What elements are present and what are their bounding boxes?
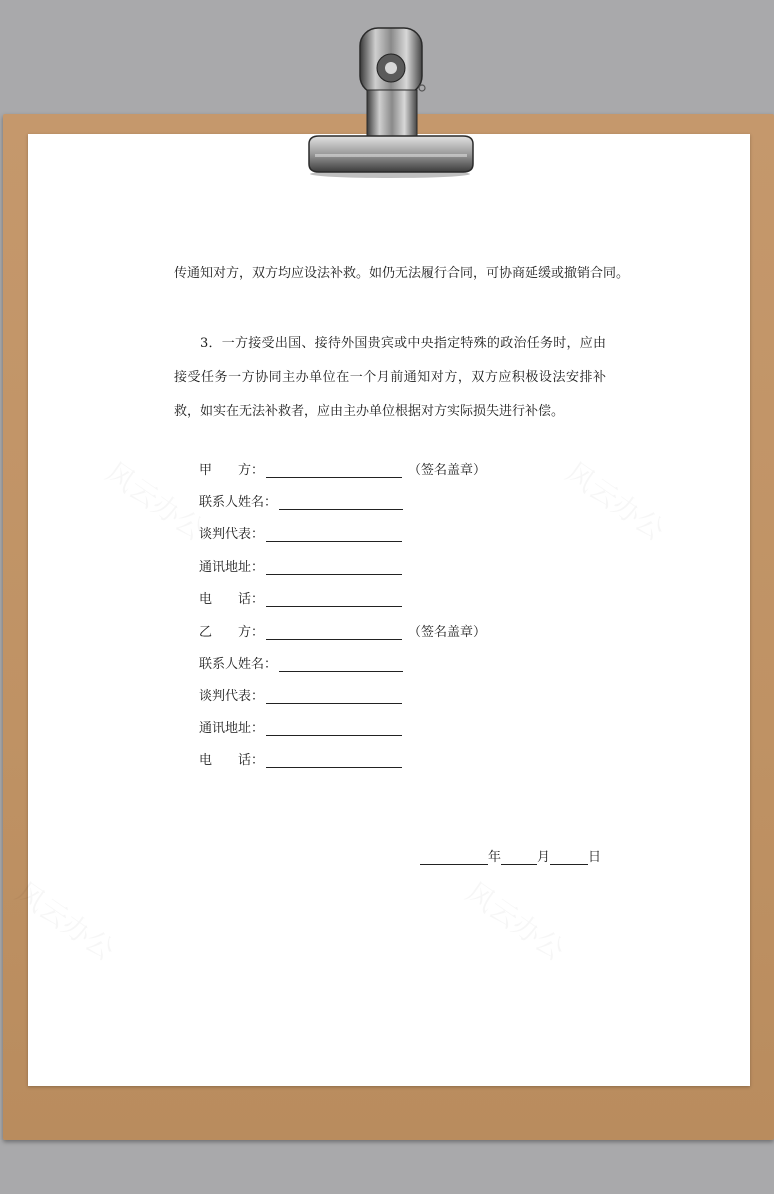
party-a-label: 甲 方： (199, 463, 265, 478)
party-a-rep-label: 谈判代表： (199, 527, 265, 542)
party-b-rep-field (199, 684, 402, 704)
party-a-rep-line[interactable] (266, 527, 402, 542)
party-b-seal-note: （签名盖章） (408, 625, 487, 640)
party-a-contact-line[interactable] (279, 495, 403, 510)
party-a-contact-field (199, 490, 403, 510)
month-label: 月 (537, 850, 551, 865)
date-field (420, 846, 601, 865)
party-b-contact-line[interactable] (279, 657, 403, 672)
party-a-address-field (199, 555, 402, 575)
year-label: 年 (488, 850, 502, 865)
party-a-signature-line[interactable] (266, 463, 402, 478)
party-b-address-line[interactable] (266, 721, 402, 736)
day-line[interactable] (550, 850, 588, 865)
month-line[interactable] (501, 850, 537, 865)
party-a-address-line[interactable] (266, 560, 402, 575)
party-b-contact-label: 联系人姓名： (199, 657, 278, 672)
party-b-rep-line[interactable] (266, 689, 402, 704)
party-b-field (199, 620, 486, 640)
party-b-address-label: 通讯地址： (199, 721, 265, 736)
party-b-phone-line[interactable] (266, 753, 402, 768)
party-b-rep-label: 谈判代表： (199, 689, 265, 704)
party-b-contact-field (199, 652, 403, 672)
party-a-contact-label: 联系人姓名： (199, 495, 278, 510)
party-a-phone-label: 电 话： (199, 592, 265, 607)
party-b-phone-label: 电 话： (199, 753, 265, 768)
binder-clip-icon (305, 26, 475, 178)
contract-clause-3: 3．一方接受出国、接待外国贵宾或中央指定特殊的政治任务时，应由接受任务一方协同主办单位在一个月前通知对方，双方应积极设法安排补救，如实在无法补救者，应由主办单位根据对方实际损失进行补偿。 (174, 336, 606, 419)
party-a-address-label: 通讯地址： (199, 560, 265, 575)
year-line[interactable] (420, 850, 488, 865)
party-b-phone-field (199, 748, 402, 768)
party-a-seal-note: （签名盖章） (408, 463, 487, 478)
party-a-phone-line[interactable] (266, 592, 402, 607)
day-label: 日 (588, 850, 602, 865)
party-a-rep-field (199, 522, 402, 542)
party-b-label: 乙 方： (199, 625, 265, 640)
party-b-signature-line[interactable] (266, 625, 402, 640)
party-a-field (199, 458, 486, 478)
contract-text-line: 传通知对方，双方均应设法补救。如仍无法履行合同，可协商延缓或撤销合同。 (174, 266, 630, 281)
party-b-address-field (199, 716, 402, 736)
party-a-phone-field (199, 587, 402, 607)
